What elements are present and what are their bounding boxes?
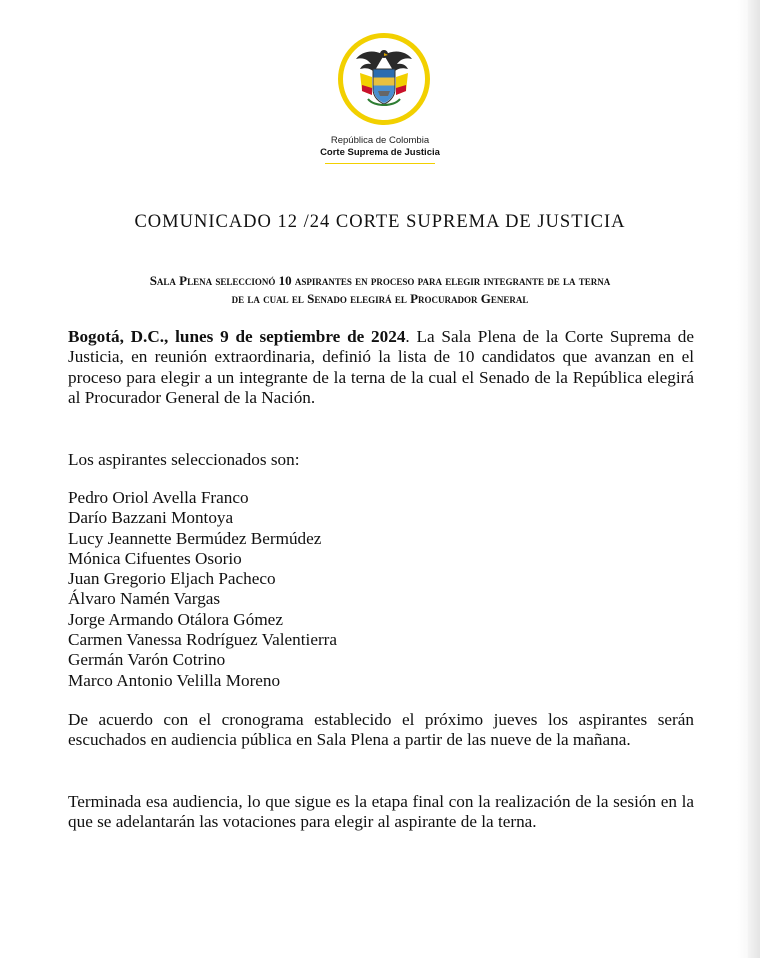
subtitle-line-1: Sala Plena seleccionó 10 aspirantes en proceso para elegir integrante de la terna xyxy=(149,273,611,288)
list-item: Darío Bazzani Montoya xyxy=(68,508,234,528)
list-item: Marco Antonio Velilla Moreno xyxy=(68,670,281,690)
dateline: Bogotá, D.C., lunes 9 de septiembre de 2024 xyxy=(68,327,406,346)
paragraph-intro-text: . La Sala Plena de la Corte Suprema de Justicia, en reunión extraordinaria, definió la lista de 10 candidatos que avanzan en el proceso para elegir a un integrante de la terna de la cual el Senado de la República elegirá al Procurador General de la Nación. xyxy=(68,327,694,407)
paragraph-intro xyxy=(68,327,694,408)
list-item: Pedro Oriol Avella Franco xyxy=(68,488,249,507)
seal-country-label: República de Colombia xyxy=(330,135,430,146)
coat-of-arms-icon xyxy=(338,33,430,125)
list-item: Juan Gregorio Eljach Pacheco xyxy=(68,569,276,589)
paragraph-final: Terminada esa audiencia, lo que sigue es la etapa final con la realización de la sesión en la que se adelantarán las votaciones para elegir al aspirante de la terna. xyxy=(68,792,694,832)
list-item: Carmen Vanessa Rodríguez Valentierra xyxy=(68,630,338,650)
court-seal-logo xyxy=(338,33,430,125)
list-item: Lucy Jeannette Bermúdez Bermúdez xyxy=(68,528,322,548)
paragraph-schedule: De acuerdo con el cronograma establecido el próximo jueves los aspirantes serán escuchados en audiencia pública en Sala Plena a partir de las nueve de la mañana. xyxy=(68,710,694,750)
list-item: Mónica Cifuentes Osorio xyxy=(68,548,242,568)
seal-underline xyxy=(325,163,435,164)
document-title: COMUNICADO 12 /24 CORTE SUPREMA DE JUSTICIA xyxy=(134,212,626,232)
seal-institution-label: Corte Suprema de Justicia xyxy=(320,147,440,158)
list-item: Álvaro Namén Vargas xyxy=(68,589,221,609)
page-edge-shadow xyxy=(748,0,760,958)
list-item: Jorge Armando Otálora Gómez xyxy=(68,609,283,629)
document-subtitle xyxy=(60,272,700,308)
candidate-list xyxy=(68,488,694,691)
subtitle-line-2: de la cual el Senado elegirá el Procurador General xyxy=(231,291,529,306)
list-intro: Los aspirantes seleccionados son: xyxy=(68,450,300,469)
list-item: Germán Varón Cotrino xyxy=(68,650,226,670)
